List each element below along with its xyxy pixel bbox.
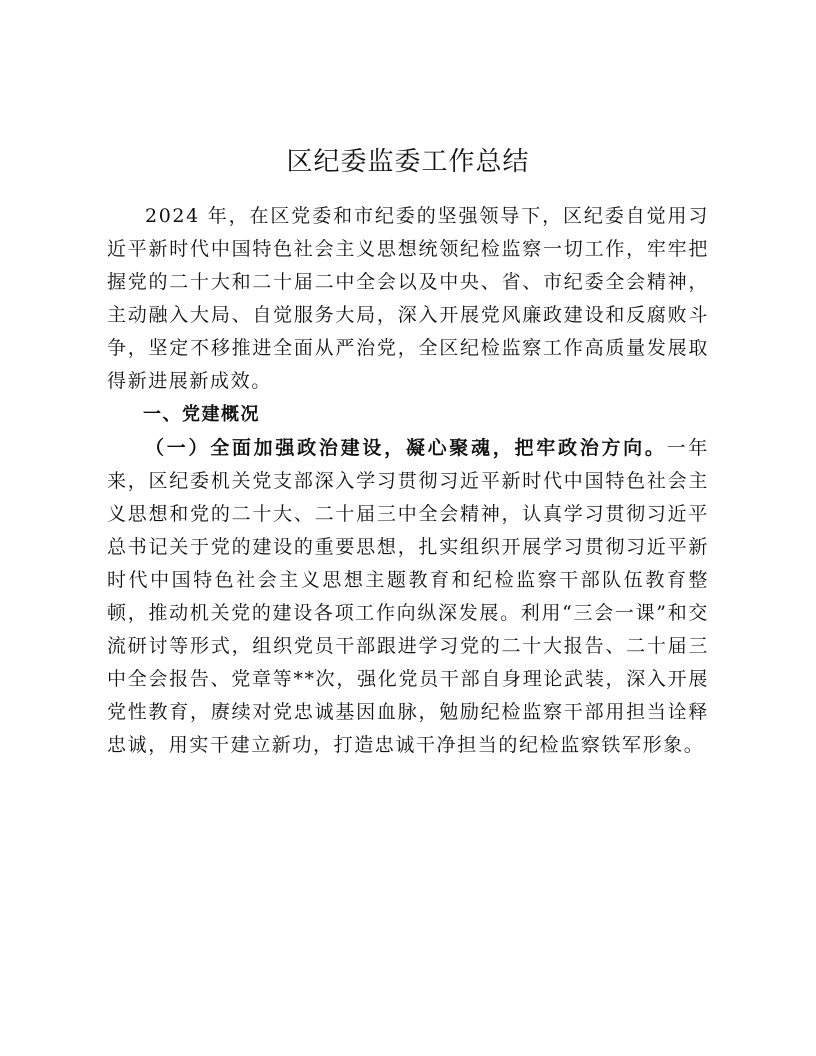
document-title: 区纪委监委工作总结 [286,147,530,177]
subsection-lead: （一）全面加强政治建设，凝心聚魂，把牢政治方向。 [145,437,667,459]
intro-paragraph: 2024 年，在区党委和市纪委的坚强领导下，区纪委自觉用习近平新时代中国特色社会主义思想统领纪检监察一切工作，牢牢把握党的二十大和二十届二中全会以及中央、省、市纪委全会精神，主动融入大局、自觉服务大局，深入开展党风廉政建设和反腐败斗争，坚定不移推进全面从严治党，全区纪检监察工作高质量发展取得新进展新成效。 [107,205,709,392]
subsection-text: 一年来，区纪委机关党支部深入学习贯彻习近平新时代中国特色社会主义思想和党的二十大、二十届三中全会精神，认真学习贯彻习近平总书记关于党的建设的重要思想，扎实组织开展学习贯彻习近平新时代中国特色社会主义思想主题教育和纪检监察干部队伍教育整顿，推动机关党的建设各项工作向纵深发展。利用“三会一课”和交流研讨等形式，组织党员干部跟进学习党的二十大报告、二十届三中全会报告、党章等**次，强化党员干部自身理论武装，深入开展党性教育，赓续对党忠诚基因血脉，勉励纪检监察干部用担当诠释忠诚，用实干建立新功，打造忠诚干净担当的纪检监察铁军形象。 [107,437,709,756]
document-body [107,200,709,762]
section-heading-party-building: 一、党建概况 [143,404,260,425]
subsection-paragraph-political-construction [107,432,709,762]
